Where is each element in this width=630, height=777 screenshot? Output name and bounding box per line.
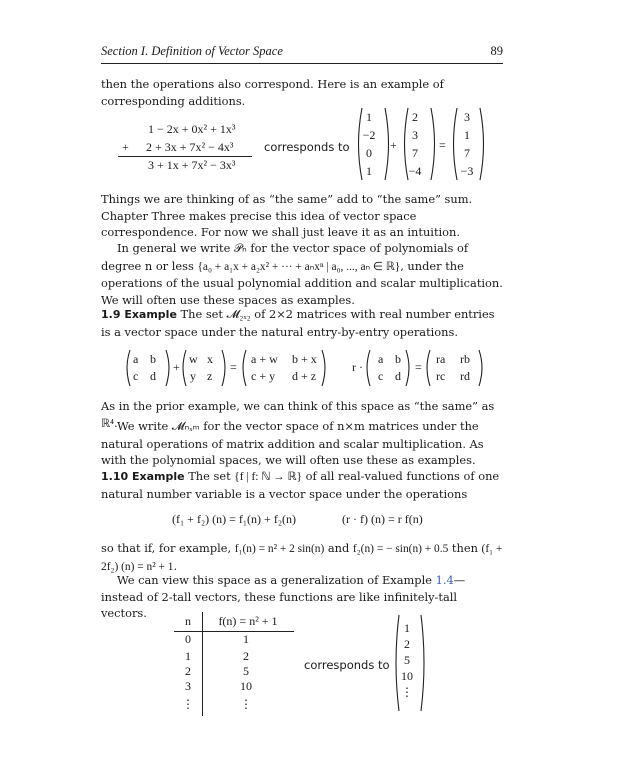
vector-3-entry: 1 <box>464 128 470 142</box>
intro-paragraph: then the operations also correspond. Here is an example of corresponding additions. <box>101 77 444 108</box>
example-label: 1.10 Example <box>101 470 185 483</box>
vector-3-entry: 7 <box>464 146 470 160</box>
function-set: {f | f: ℕ → ℝ} <box>234 471 303 483</box>
table-column-rule <box>202 612 203 716</box>
example-label: 1.9 Example <box>101 308 177 321</box>
symbol-Pn: 𝒫ₙ <box>233 243 247 255</box>
table-n-value: 2 <box>185 664 191 678</box>
vector-1-entry: 1 <box>366 110 372 124</box>
matrix-entry: c <box>133 369 139 383</box>
text: The set <box>184 469 235 483</box>
corresponds-to-label-2: corresponds to <box>304 658 390 672</box>
paragraph-generalization <box>101 572 503 622</box>
vector-3-entry: 3 <box>464 110 470 124</box>
text: so that if, for example, <box>101 541 235 555</box>
vector-plus: + <box>390 138 397 152</box>
matrix-entry: a <box>133 352 139 366</box>
text: then <box>448 541 482 555</box>
infinite-vector-entry: 5 <box>404 653 410 667</box>
vector-1-entry: 1 <box>366 164 372 178</box>
matrix-entry: a + w <box>251 352 278 366</box>
poly-line-3: 3 + 1x + 7x² − 3x³ <box>148 158 236 172</box>
matrix-entry: b + x <box>292 352 317 366</box>
header-fn: f(n) = n² + 1 <box>218 614 278 628</box>
text: and <box>324 541 353 555</box>
matrix-equals-2: = <box>415 360 422 374</box>
text: . <box>173 558 178 573</box>
symbol-Mnxm: 𝓜ₙₓₘ <box>171 421 200 433</box>
matrix-entry: d <box>150 369 156 383</box>
paragraph-matrix-space <box>101 415 503 469</box>
table-f-value: ⋮ <box>240 697 252 711</box>
polynomial-set: {a₀ + a₁x + a₂x² + ··· + aₙxⁿ | a₀, ..., aₙ ∈ ℝ} <box>197 260 401 273</box>
table-n-value: 3 <box>185 679 191 693</box>
running-header <box>101 44 503 62</box>
matrix-equals: = <box>230 360 237 374</box>
vector-2-entry: 2 <box>412 110 418 124</box>
f2-definition: f₂(n) = − sin(n) + 0.5 <box>352 543 449 555</box>
matrix-entry: c <box>378 369 384 383</box>
table-f-value: 10 <box>240 679 252 693</box>
matrix-entry: ra <box>436 352 446 366</box>
symbol-R4: ℝ⁴ <box>101 417 114 430</box>
vector-2-entry: 3 <box>412 128 418 142</box>
page-number: 89 <box>490 44 503 58</box>
vector-3-entry: −3 <box>460 164 474 178</box>
matrix-entry: x <box>207 352 213 366</box>
scalar-r: r · <box>352 360 363 374</box>
vector-1-entry: −2 <box>362 128 376 142</box>
paragraph-polynomial-space <box>101 240 503 308</box>
matrix-entry: c + y <box>251 369 276 383</box>
infinite-vector-entry: ⋮ <box>401 685 413 699</box>
infinite-vector-entry: 2 <box>404 637 410 651</box>
matrix-entry: rc <box>436 369 446 383</box>
text: We can view this space as a generalization of Example <box>117 573 436 587</box>
infinite-vector-entry: 1 <box>404 621 410 635</box>
text: As in the prior example, we can think of this space as “the same” as <box>101 399 495 413</box>
table-f-value: 1 <box>243 632 249 646</box>
matrix-entry: b <box>150 352 156 366</box>
combination: (f₁ + 2f₂) (n) = n² + 1 <box>101 543 503 573</box>
text: of all real-valued functions of one natural number variable is a vector space under the operations <box>101 469 500 501</box>
table-n-value: 0 <box>185 632 191 646</box>
matrix-entry: b <box>395 352 401 366</box>
symbol-M2x2: 𝓜₂ₓ₂ <box>226 309 251 321</box>
text: . <box>114 415 118 430</box>
vector-equals: = <box>439 138 446 152</box>
vector-1-entry: 0 <box>366 146 372 160</box>
example-1-4-link[interactable]: 1.4 <box>435 573 454 587</box>
paragraph-same-sum: Things we are thinking of as “the same” add to “the same” sum. Chapter Three makes precise this idea of vector space correspondence. For now we shall just leave it as an intuition. <box>101 192 473 239</box>
text: for the vector space of n×m matrices under the natural operations of matrix addition and scalar multiplication. As with the polynomial spaces, we will often use these as examples. <box>101 419 484 467</box>
matrix-entry: y <box>190 369 196 383</box>
function-sum-op: (f₁ + f₂) (n) = f₁(n) + f₂(n) <box>172 512 296 526</box>
text: , under the operations of the usual polynomial addition and scalar multiplication. We will often use these spaces as examples. <box>101 258 503 307</box>
example-1-9 <box>101 306 503 340</box>
text: of 2×2 matrices with real number entries is a vector space under the natural entry-by-entry operations. <box>101 307 495 339</box>
paragraph-so-that <box>101 540 503 575</box>
table-f-value: 5 <box>243 664 249 678</box>
vector-2-entry: −4 <box>408 164 422 178</box>
header-n: n <box>185 614 191 628</box>
text: We write <box>117 419 172 433</box>
matrix-plus: + <box>173 360 180 374</box>
matrix-entry: d + z <box>292 369 317 383</box>
matrix-entry: a <box>378 352 384 366</box>
header-rule <box>101 63 503 64</box>
text: In general we write <box>117 241 234 255</box>
poly-plus: + <box>122 140 129 154</box>
infinite-vector-entry: 10 <box>401 669 413 683</box>
matrix-entry: w <box>189 352 198 366</box>
example-1-10 <box>101 468 503 502</box>
table-f-value: 2 <box>243 649 249 663</box>
matrix-entry: rb <box>460 352 470 366</box>
sum-rule <box>118 156 252 157</box>
text: for the vector space of polynomials of degree n or less <box>101 241 469 273</box>
function-scalar-op: (r · f) (n) = r f(n) <box>342 512 423 526</box>
poly-line-2: 2 + 3x + 7x² − 4x³ <box>146 140 234 154</box>
f1-definition: f₁(n) = n² + 2 sin(n) <box>234 543 325 555</box>
section-title: Section I. Definition of Vector Space <box>101 44 283 58</box>
table-n-value: ⋮ <box>182 697 194 711</box>
vector-2-entry: 7 <box>412 146 418 160</box>
text: The set <box>176 307 227 321</box>
text: —instead of 2-tall vectors, these functions are like infinitely-tall vectors. <box>101 573 466 620</box>
corresponds-to-label-1: corresponds to <box>264 140 350 154</box>
matrix-entry: d <box>395 369 401 383</box>
matrix-entry: z <box>207 369 213 383</box>
table-n-value: 1 <box>185 649 191 663</box>
poly-line-1: 1 − 2x + 0x² + 1x³ <box>148 122 236 136</box>
matrix-entry: rd <box>460 369 470 383</box>
